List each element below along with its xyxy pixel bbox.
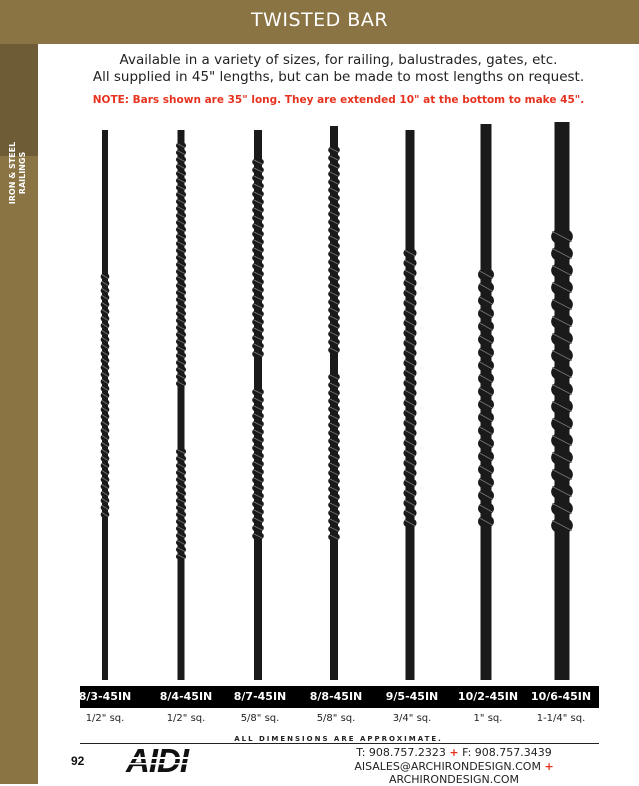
product-code-4: 9/5-45IN bbox=[385, 690, 439, 703]
twisted-bar-1 bbox=[176, 130, 186, 680]
website-link[interactable]: ARCHIRONDESIGN.COM bbox=[388, 773, 520, 786]
phone-number: T: 908.757.2323 bbox=[356, 746, 446, 759]
section-label-line2: RAILINGS bbox=[18, 151, 27, 195]
product-size-1: 1/2" sq. bbox=[166, 713, 206, 724]
twisted-bar-4 bbox=[403, 130, 416, 680]
product-size-2: 5/8" sq. bbox=[240, 713, 280, 724]
approximate-note: ALL DIMENSIONS ARE APPROXIMATE. bbox=[234, 735, 443, 743]
contact-phone-line bbox=[289, 746, 619, 759]
product-size-5: 1" sq. bbox=[473, 713, 503, 724]
product-code-3: 8/8-45IN bbox=[309, 690, 363, 703]
page-title: TWISTED BAR bbox=[250, 9, 389, 31]
page-header bbox=[0, 0, 639, 44]
email-link[interactable]: AISALES@ARCHIRONDESIGN.COM bbox=[354, 760, 541, 773]
section-label-line1: IRON & STEEL bbox=[8, 141, 17, 205]
contact-web-line bbox=[289, 760, 619, 786]
product-size-0: 1/2" sq. bbox=[85, 713, 125, 724]
twisted-bar-0 bbox=[101, 130, 110, 680]
product-code-bar bbox=[80, 686, 599, 708]
twisted-bar-2 bbox=[252, 130, 264, 680]
separator-icon: + bbox=[449, 746, 459, 759]
product-code-2: 8/7-45IN bbox=[233, 690, 287, 703]
product-code-0: 8/3-45IN bbox=[78, 690, 132, 703]
product-code-6: 10/6-45IN bbox=[530, 690, 592, 703]
product-size-6: 1-1/4" sq. bbox=[536, 713, 586, 724]
twisted-bar-3 bbox=[328, 126, 340, 680]
product-size-3: 5/8" sq. bbox=[316, 713, 356, 724]
intro-line-1: Available in a variety of sizes, for railing, balustrades, gates, etc. bbox=[119, 52, 558, 68]
product-size-4: 3/4" sq. bbox=[392, 713, 432, 724]
twisted-bar-5 bbox=[478, 124, 494, 680]
separator-icon: + bbox=[544, 760, 554, 773]
twisted-bars-illustration bbox=[38, 118, 598, 688]
product-code-5: 10/2-45IN bbox=[457, 690, 519, 703]
note-text: NOTE: Bars shown are 35" long. They are extended 10" at the bottom to make 45". bbox=[92, 94, 585, 106]
page-number: 92 bbox=[71, 754, 85, 768]
section-label bbox=[0, 117, 37, 229]
aidi-logo bbox=[125, 743, 203, 775]
intro-line-2: All supplied in 45" lengths, but can be made to most lengths on request. bbox=[92, 69, 585, 85]
twisted-bar-6 bbox=[551, 122, 573, 680]
section-tab bbox=[0, 44, 38, 205]
product-code-1: 8/4-45IN bbox=[159, 690, 213, 703]
fax-number: F: 908.757.3439 bbox=[462, 746, 552, 759]
